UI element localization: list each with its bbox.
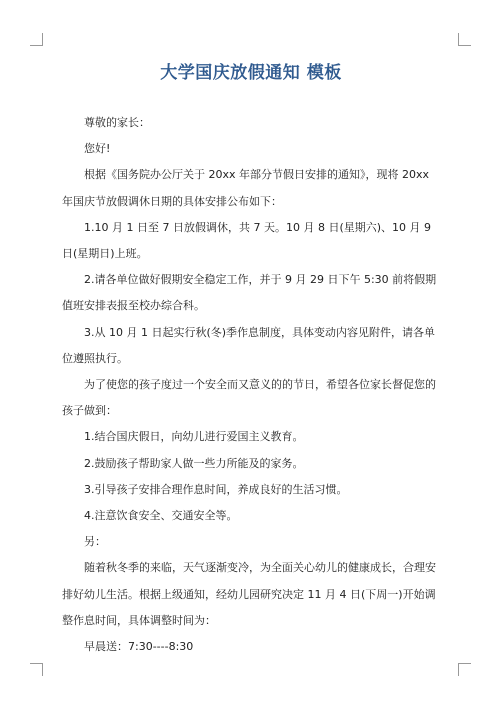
paragraph-tip-1: 1.结合国庆假日，向幼儿进行爱国主义教育。 [84, 430, 304, 444]
paragraph-morning-dropoff: 早晨送：7:30----8:30 [84, 640, 194, 654]
paragraph-item-1: 1.10 月 1 日至 7 日放假调休，共 7 天。10 月 8 日(星期六)、10 月 9 日(星期日)上班。 [62, 220, 432, 261]
paragraph-parents-request: 为了使您的孩子度过一个安全而又意义的的节日，希望各位家长督促您的孩子做到： [62, 378, 436, 418]
paragraph-additional: 另： [84, 535, 106, 549]
corner-mark-bottom-right [458, 663, 471, 676]
paragraph-tip-3: 3.引导孩子安排合理作息时间，养成良好的生活习惯。 [84, 482, 348, 496]
document-title: 大学国庆放假通知 模板 [160, 63, 342, 83]
paragraph-greeting: 您好! [84, 142, 111, 156]
paragraph-tip-4: 4.注意饮食安全、交通安全等。 [84, 509, 238, 523]
paragraph-item-2: 2.请各单位做好假期安全稳定工作，并于 9 月 29 日下午 5:30 前将假期值班安排表报至校办综合科。 [62, 273, 437, 313]
corner-mark-bottom-left [30, 663, 43, 676]
paragraph-tip-2: 2.鼓励孩子帮助家人做一些力所能及的家务。 [84, 456, 304, 470]
paragraph-salutation: 尊敬的家长： [84, 116, 150, 129]
paragraph-schedule-notice: 随着秋冬季的来临，天气逐渐变冷，为全面关心幼儿的健康成长，合理安排好幼儿生活。根据上级通知，经幼儿园研究决定 11 月 4 日(下周一)开始调整作息时间，具体调整时间为： [62, 561, 436, 627]
corner-mark-top-right [458, 33, 471, 46]
document-body [62, 58, 440, 660]
corner-mark-top-left [30, 33, 43, 46]
paragraph-item-3: 3.从 10 月 1 日起实行秋(冬)季作息制度，具体变动内容见附件，请各单位遵照执行。 [62, 325, 436, 365]
paragraph-intro: 根据《国务院办公厅关于 20xx 年部分节假日安排的通知》，现将 20xx 年国庆节放假调休日期的具体安排公布如下： [62, 168, 430, 208]
